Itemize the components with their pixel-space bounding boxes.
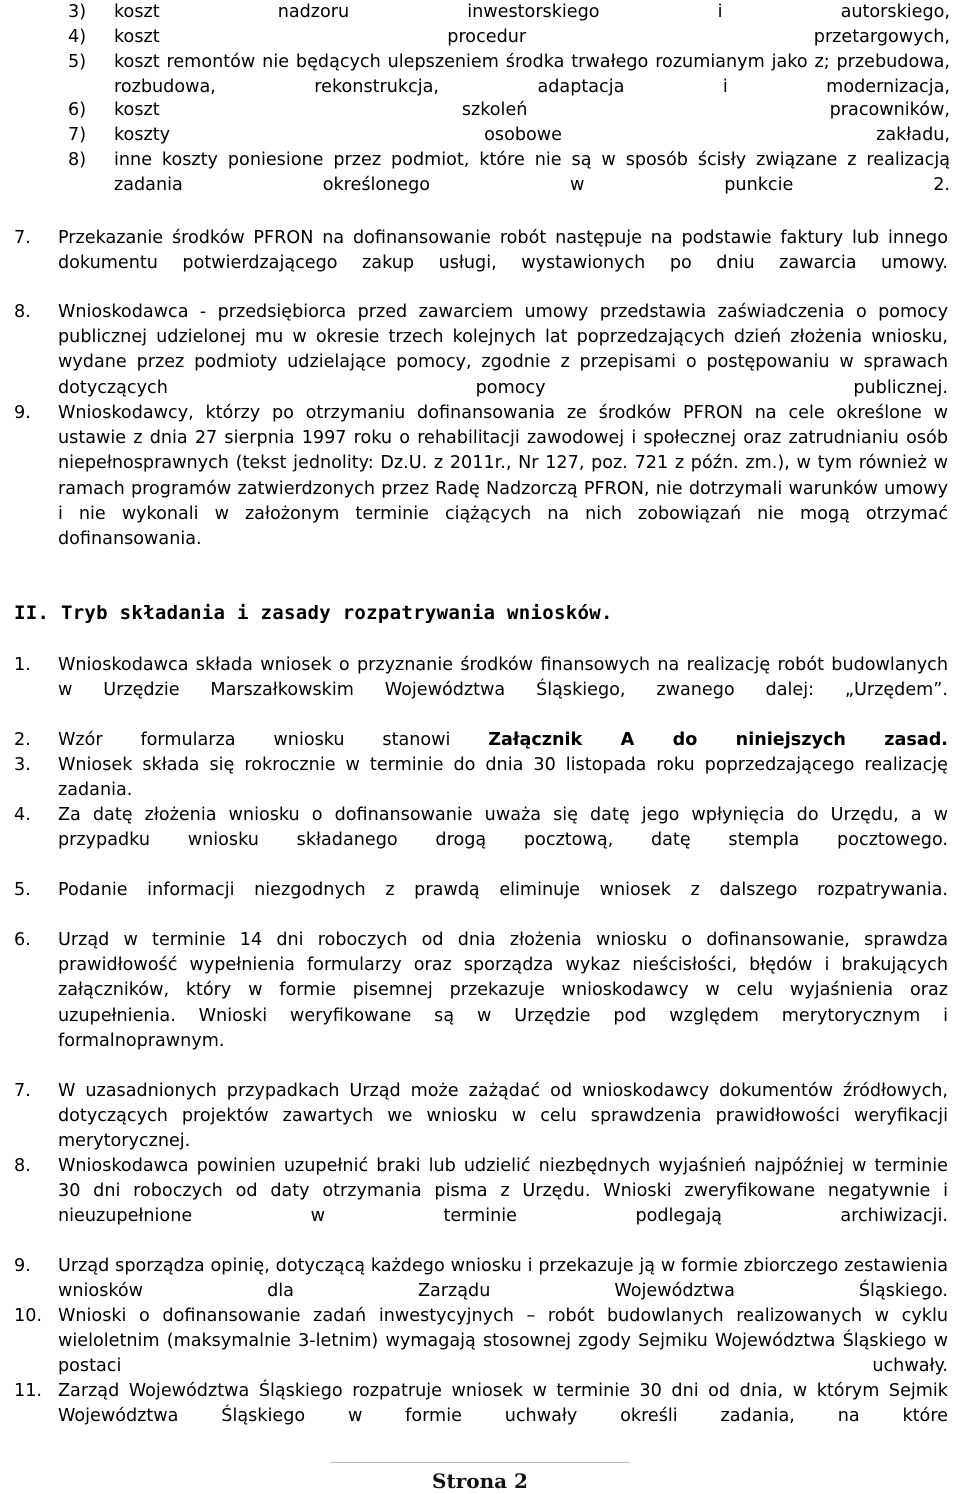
attachment-reference: Załącznik A do niniejszych zasad.	[488, 730, 948, 750]
list-item-text: Zarząd Województwa Śląskiego rozpatruje wniosek w terminie 30 dni od dnia, w którym Sejmik Województwa Śląskiego w formie uchwały określi zadania, na które	[58, 1381, 948, 1427]
list-item-text: Podanie informacji niezgodnych z prawdą eliminuje wniosek z dalszego rozpatrywania.	[58, 880, 948, 900]
paragraph-item	[14, 401, 948, 577]
list-item-number: 4.	[14, 805, 31, 825]
list-item-number: 8.	[14, 1156, 31, 1176]
list-item	[14, 1154, 948, 1255]
list-item	[14, 653, 948, 729]
list-item-text: Urząd sporządza opinię, dotyczącą każdego wniosku i przekazuje ją w formie zbiorczego zestawienia wniosków dla Zarządu Województwa Śląskiego.	[58, 1256, 948, 1302]
list-item-number: 10.	[14, 1306, 42, 1326]
list-item-number: 2.	[14, 730, 31, 750]
list-item-number: 5)	[68, 52, 87, 72]
list-item-text: inne koszty poniesione przez podmiot, które nie są w sposób ścisły związane z realizacją zadania określonego w punkcie 2.	[114, 150, 950, 196]
list-item-number: 6.	[14, 930, 31, 950]
paragraph-number: 9.	[14, 403, 31, 423]
list-item	[14, 1379, 948, 1455]
paragraph-number: 8.	[14, 302, 31, 322]
list-item-number: 6)	[68, 100, 87, 120]
list-item-text: koszty osobowe zakładu,	[114, 125, 950, 145]
list-item-number: 11.	[14, 1381, 42, 1401]
list-item-number: 7.	[14, 1081, 31, 1101]
list-item-text: Wzór formularza wniosku stanowi	[58, 730, 489, 750]
list-item-text: koszt nadzoru inwestorskiego i autorskiego,	[114, 2, 950, 22]
list-item-number: 3)	[68, 2, 87, 22]
list-item-text: Wnioski o dofinansowanie zadań inwestycyjnych – robót budowlanych realizowanych w cyklu wieloletnim (maksymalnie 3-letnim) wymagają stosownej zgody Sejmiku Województwa Śląskiego w postaci uchwały.	[58, 1306, 948, 1377]
list-item-text: Wnioskodawca składa wniosek o przyznanie środków finansowych na realizację robót budowlanych w Urzędzie Marszałkowskim Województwa Śląskiego, zwanego dalej: „Urzędem”.	[58, 655, 948, 701]
list-item-text: Wnioskodawca powinien uzupełnić braki lub udzielić niezbędnych wyjaśnień najpóźniej w terminie 30 dni roboczych od daty otrzymania pisma z Urzędu. Wnioski zweryfikowane negatywnie i nieuzupełnione w terminie podlegają archiwizacji.	[58, 1156, 948, 1227]
section-heading: II. Tryb składania i zasady rozpatrywania wniosków.	[14, 602, 613, 624]
page-number: Strona 2	[432, 1469, 528, 1493]
list-item	[14, 878, 948, 928]
paragraph-text: Wnioskodawcy, którzy po otrzymaniu dofinansowania ze środków PFRON na cele określone w ustawie z dnia 27 sierpnia 1997 roku o rehabilitacji zawodowej i społecznej oraz zatrudnianiu osób niepełnosprawnych (tekst jednolity: Dz.U. z 2011r., Nr 127, poz. 721 z późn. zm.), w tym również w ramach programów zatwierdzonych przez Radę Nadzorczą PFRON, nie dotrzymali warunków umowy i nie wykonali w założonym terminie ciążących na nich zobowiązań nie mogą otrzymać dofinansowania.	[58, 403, 948, 550]
list-item	[14, 803, 948, 879]
footer-divider	[330, 1462, 630, 1463]
list-item	[14, 928, 948, 1079]
paragraph-text: Przekazanie środków PFRON na dofinansowanie robót następuje na podstawie faktury lub innego dokumentu potwierdzającego zakup usługi, wystawionych po dniu zawarcia umowy.	[58, 228, 948, 274]
paragraph-number: 7.	[14, 228, 31, 248]
list-item-number: 4)	[68, 27, 87, 47]
list-item-number: 7)	[68, 125, 87, 145]
list-item-text: koszt procedur przetargowych,	[114, 27, 950, 47]
list-item-number: 5.	[14, 880, 31, 900]
list-item-text: Za datę złożenia wniosku o dofinansowanie uważa się datę jego wpłynięcia do Urzędu, a w przypadku wniosku składanego drogą pocztową, datę stempla pocztowego.	[58, 805, 948, 851]
list-item	[68, 148, 950, 224]
list-item-text: Urząd w terminie 14 dni roboczych od dnia złożenia wniosku o dofinansowanie, sprawdza prawidłowość wypełnienia formularzy oraz sporządza wykaz nieścisłości, błędów i brakujących załączników, który w formie pisemnej przekazuje wnioskodawcy w celu wyjaśnienia oraz uzupełnienia. Wnioski weryfikowane są w Urzędzie pod względem merytorycznym i formalnoprawnym.	[58, 930, 948, 1051]
list-item-number: 1.	[14, 655, 31, 675]
list-item-text: koszt szkoleń pracowników,	[114, 100, 950, 120]
list-item-number: 8)	[68, 150, 87, 170]
paragraph-text: Wnioskodawca - przedsiębiorca przed zawarciem umowy przedstawia zaświadczenia o pomocy publicznej udzielonej mu w okresie trzech kolejnych lat poprzedzających dzień złożenia wniosku, wydane przez podmioty udzielające pomocy, zgodnie z przepisami o postępowaniu w sprawach dotyczących pomocy publicznej.	[58, 302, 948, 398]
paragraph-item	[14, 226, 948, 302]
list-item-text: W uzasadnionych przypadkach Urząd może zażądać od wnioskodawcy dokumentów źródłowych, dotyczących projektów zawartych we wniosku w celu sprawdzenia prawidłowości weryfikacji merytorycznej.	[58, 1081, 948, 1152]
list-item-number: 9.	[14, 1256, 31, 1276]
list-item-text: koszt remontów nie będących ulepszeniem środka trwałego rozumianym jako z; przebudowa, rozbudowa, rekonstrukcja, adaptacja i modernizacja,	[114, 52, 950, 98]
list-item-text: Wniosek składa się rokrocznie w terminie do dnia 30 listopada roku poprzedzającego realizację zadania.	[58, 755, 948, 801]
list-item-number: 3.	[14, 755, 31, 775]
